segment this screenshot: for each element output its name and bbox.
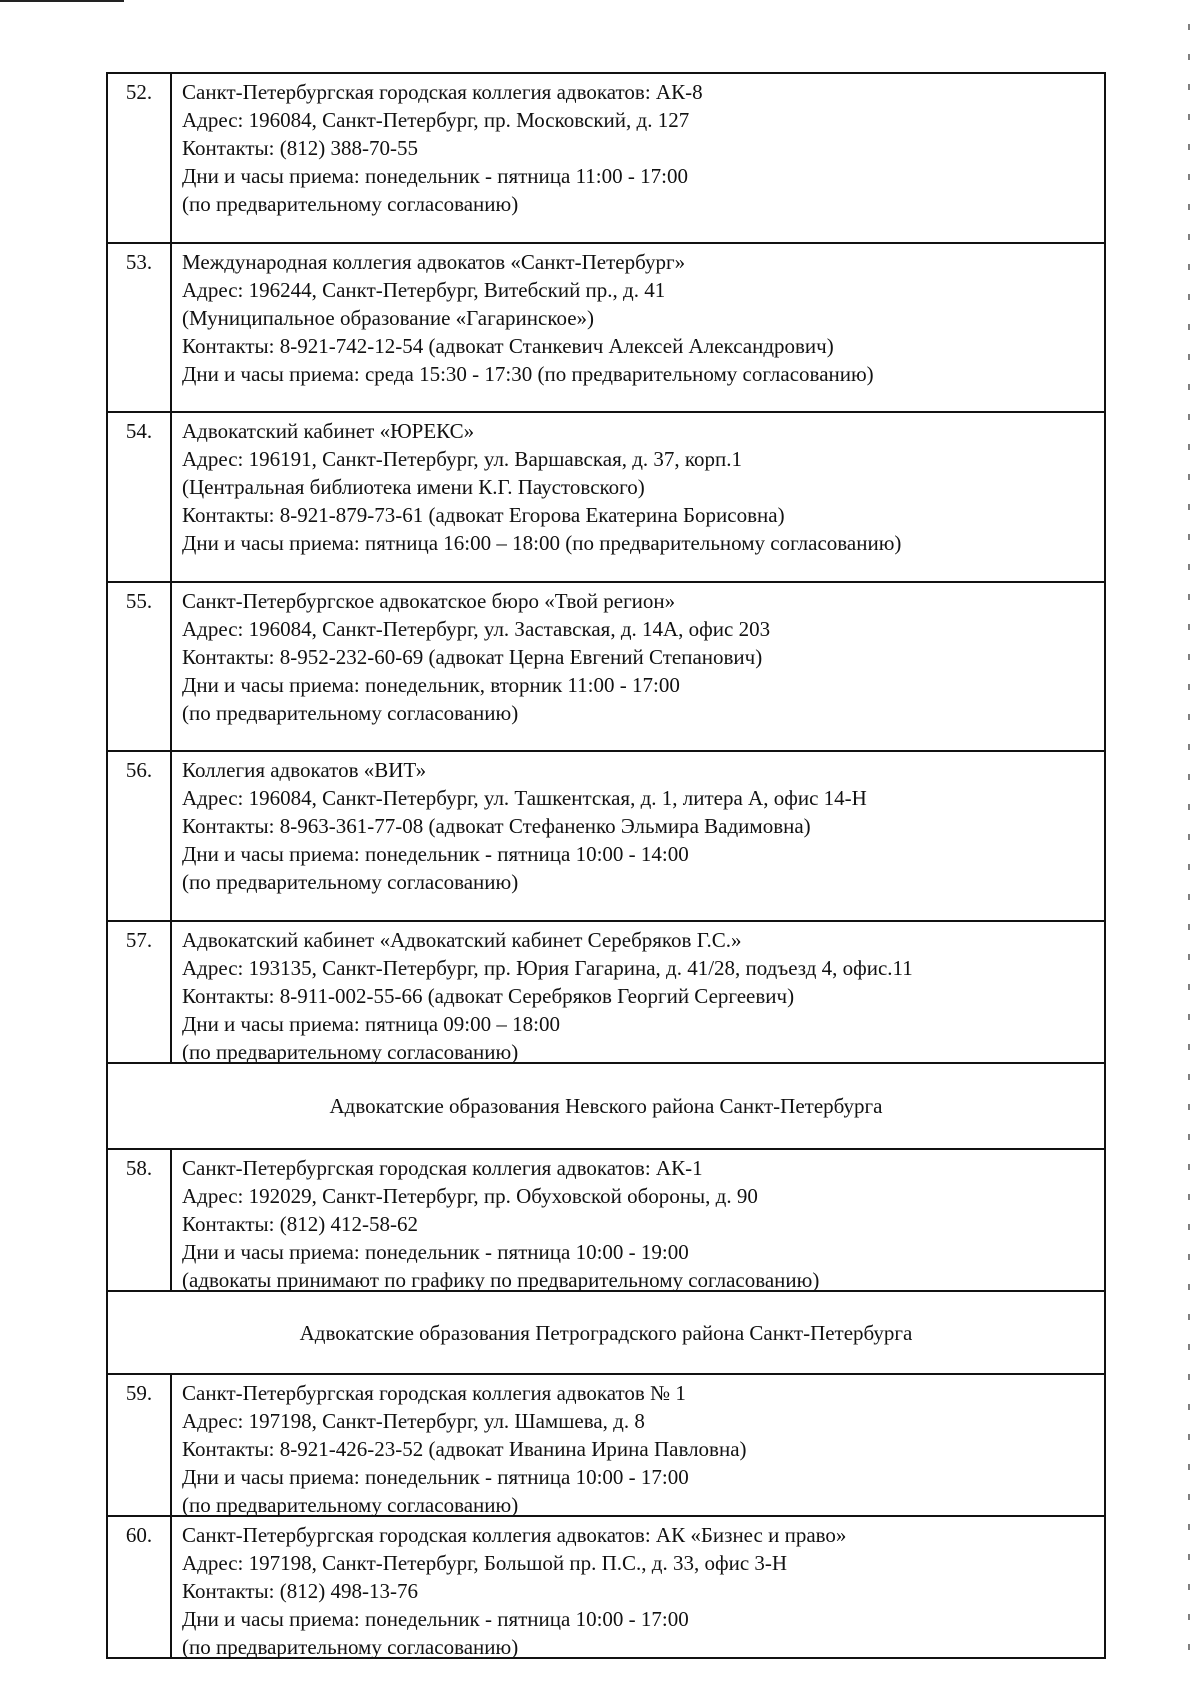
entry-contacts: Контакты: 8-963-361-77-08 (адвокат Стефаненко Эльмира Вадимовна) — [182, 814, 811, 838]
entry-name: Адвокатский кабинет «Адвокатский кабинет Серебряков Г.С.» — [182, 928, 742, 952]
table-row — [108, 244, 1106, 413]
entry-address: Адрес: 196084, Санкт-Петербург, пр. Московский, д. 127 — [182, 108, 690, 132]
entry-address: Адрес: 197198, Санкт-Петербург, Большой пр. П.С., д. 33, офис 3-Н — [182, 1551, 788, 1575]
entry-hours: Дни и часы приема: понедельник - пятница 10:00 - 17:00 — [182, 1607, 689, 1631]
entry-details — [172, 583, 1104, 750]
entry-number: 55. — [108, 583, 172, 750]
entry-number: 57. — [108, 922, 172, 1062]
entry-contacts: Контакты: 8-952-232-60-69 (адвокат Церна Евгений Степанович) — [182, 645, 763, 669]
table-row — [108, 922, 1106, 1064]
entry-details — [172, 922, 1104, 1062]
scan-edge-marks — [1188, 24, 1190, 1672]
table-row — [108, 752, 1106, 922]
entry-name: Адвокатский кабинет «ЮРЕКС» — [182, 419, 475, 443]
entry-details — [172, 1150, 1104, 1290]
entry-location: (Муниципальное образование «Гагаринское») — [182, 306, 595, 330]
entry-contacts: Контакты: (812) 388-70-55 — [182, 136, 418, 160]
entry-contacts: Контакты: 8-911-002-55-66 (адвокат Серебряков Георгий Сергеевич) — [182, 984, 795, 1008]
entry-number: 60. — [108, 1517, 172, 1657]
section-heading-nevsky — [108, 1064, 1106, 1150]
entry-details — [172, 1375, 1104, 1515]
entry-hours: Дни и часы приема: понедельник - пятница 10:00 - 19:00 — [182, 1240, 689, 1264]
entry-note: (по предварительному согласованию) — [182, 701, 519, 725]
entry-address: Адрес: 192029, Санкт-Петербург, пр. Обуховской обороны, д. 90 — [182, 1184, 758, 1208]
entry-number: 54. — [108, 413, 172, 581]
entry-address: Адрес: 196084, Санкт-Петербург, ул. Заставская, д. 14А, офис 203 — [182, 617, 771, 641]
entry-note: (по предварительному согласованию) — [182, 1040, 519, 1064]
entry-name: Санкт-Петербургская городская коллегия адвокатов: АК-1 — [182, 1156, 703, 1180]
entry-number: 59. — [108, 1375, 172, 1515]
entry-note: (по предварительному согласованию) — [182, 1635, 519, 1659]
table-row — [108, 1517, 1106, 1659]
entry-number: 52. — [108, 74, 172, 242]
table-row — [108, 413, 1106, 583]
entry-details — [172, 74, 1104, 242]
entry-address: Адрес: 196191, Санкт-Петербург, ул. Варшавская, д. 37, корп.1 — [182, 447, 743, 471]
entry-contacts: Контакты: (812) 412-58-62 — [182, 1212, 418, 1236]
entry-address: Адрес: 196084, Санкт-Петербург, ул. Ташкентская, д. 1, литера А, офис 14-Н — [182, 786, 867, 810]
entry-name: Коллегия адвокатов «ВИТ» — [182, 758, 427, 782]
entry-details — [172, 1517, 1104, 1657]
law-offices-table — [106, 72, 1106, 1659]
entry-name: Санкт-Петербургское адвокатское бюро «Твой регион» — [182, 589, 676, 613]
entry-number: 53. — [108, 244, 172, 411]
entry-details — [172, 413, 1104, 581]
entry-note: (по предварительному согласованию) — [182, 1493, 519, 1517]
entry-address: Адрес: 197198, Санкт-Петербург, ул. Шамшева, д. 8 — [182, 1409, 645, 1433]
entry-address: Адрес: 193135, Санкт-Петербург, пр. Юрия Гагарина, д. 41/28, подъезд 4, офис.11 — [182, 956, 913, 980]
entry-contacts: Контакты: (812) 498-13-76 — [182, 1579, 418, 1603]
entry-hours: Дни и часы приема: понедельник, вторник 11:00 - 17:00 — [182, 673, 680, 697]
entry-contacts: Контакты: 8-921-426-23-52 (адвокат Иванина Ирина Павловна) — [182, 1437, 747, 1461]
entry-note: (по предварительному согласованию) — [182, 192, 519, 216]
table-row — [108, 1375, 1106, 1517]
table-row — [108, 583, 1106, 752]
entry-name: Санкт-Петербургская городская коллегия адвокатов: АК-8 — [182, 80, 703, 104]
entry-name: Санкт-Петербургская городская коллегия адвокатов № 1 — [182, 1381, 686, 1405]
entry-details — [172, 244, 1104, 411]
entry-hours: Дни и часы приема: понедельник - пятница 10:00 - 17:00 — [182, 1465, 689, 1489]
scan-corner-mark — [0, 0, 124, 2]
entry-name: Международная коллегия адвокатов «Санкт-Петербург» — [182, 250, 686, 274]
entry-contacts: Контакты: 8-921-742-12-54 (адвокат Станкевич Алексей Александрович) — [182, 334, 834, 358]
section-title: Адвокатские образования Петроградского района Санкт-Петербурга — [299, 1320, 913, 1345]
entry-address: Адрес: 196244, Санкт-Петербург, Витебский пр., д. 41 — [182, 278, 666, 302]
entry-hours: Дни и часы приема: понедельник - пятница 11:00 - 17:00 — [182, 164, 688, 188]
entry-details — [172, 752, 1104, 920]
entry-hours: Дни и часы приема: пятница 16:00 – 18:00 (по предварительному согласованию) — [182, 531, 902, 555]
entry-location: (Центральная библиотека имени К.Г. Паустовского) — [182, 475, 645, 499]
table-row — [108, 74, 1106, 244]
entry-hours: Дни и часы приема: пятница 09:00 – 18:00 — [182, 1012, 560, 1036]
entry-note: (адвокаты принимают по графику по предварительному согласованию) — [182, 1268, 820, 1292]
entry-note: (по предварительному согласованию) — [182, 870, 519, 894]
entry-contacts: Контакты: 8-921-879-73-61 (адвокат Егорова Екатерина Борисовна) — [182, 503, 785, 527]
entry-number: 56. — [108, 752, 172, 920]
section-title: Адвокатские образования Невского района Санкт-Петербурга — [329, 1094, 883, 1118]
entry-hours: Дни и часы приема: понедельник - пятница 10:00 - 14:00 — [182, 842, 689, 866]
section-heading-petrogradsky — [108, 1292, 1106, 1375]
entry-hours: Дни и часы приема: среда 15:30 - 17:30 (по предварительному согласованию) — [182, 362, 874, 386]
entry-number: 58. — [108, 1150, 172, 1290]
entry-name: Санкт-Петербургская городская коллегия адвокатов: АК «Бизнес и право» — [182, 1523, 847, 1547]
table-row — [108, 1150, 1106, 1292]
